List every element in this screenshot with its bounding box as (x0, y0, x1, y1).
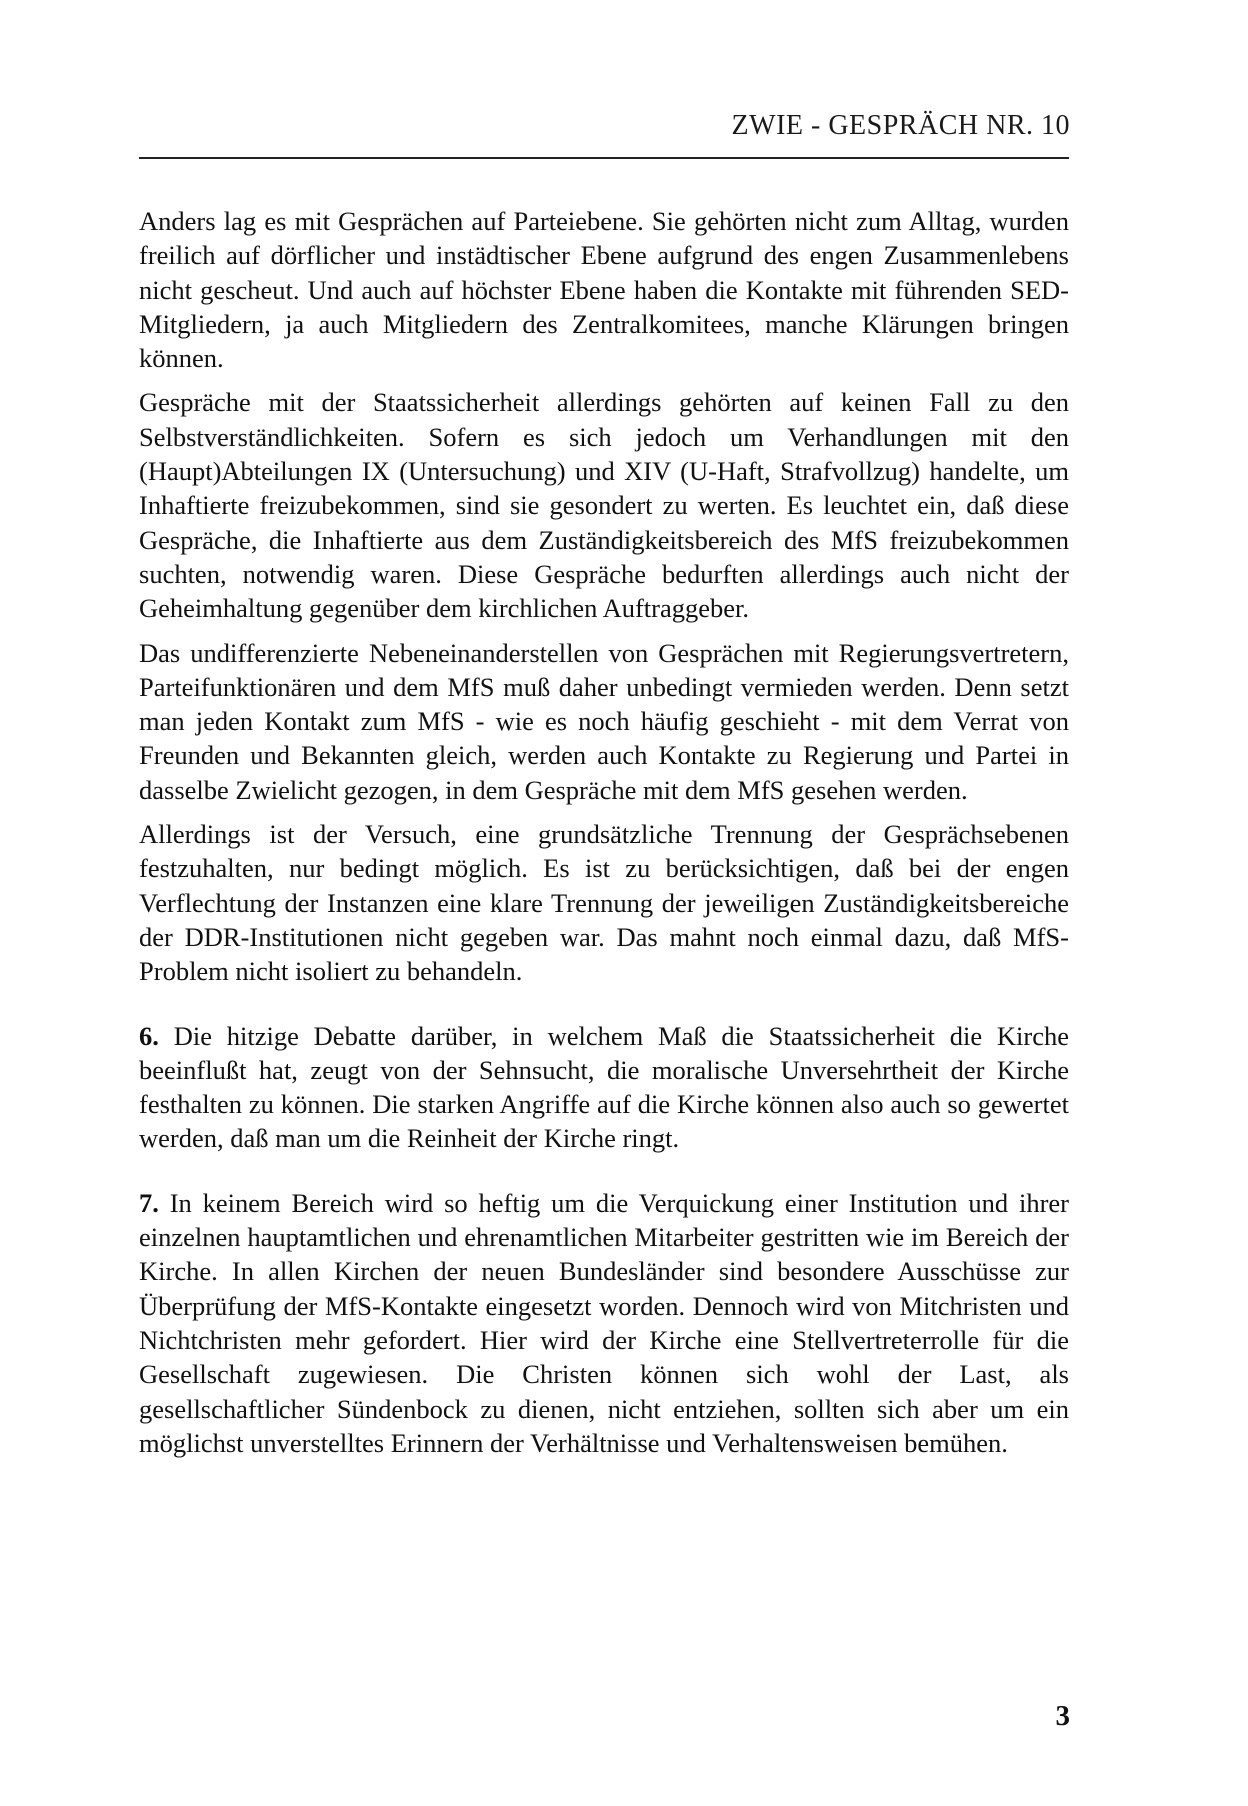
numbered-section-6 (139, 1019, 1069, 1156)
section-number: 6. (139, 1020, 159, 1051)
section-number: 7. (139, 1187, 159, 1218)
section-text: Die hitzige Debatte darüber, in welchem Maß die Staatssicherheit die Kirche beeinflußt hat, zeugt von der Sehnsucht, die moralische Unversehrtheit der Kirche festhalten zu können. Die starken Angriffe auf die Kirche können also auch so gewertet werden, daß man um die Reinheit der Kirche ringt. (139, 1020, 1069, 1154)
body-text (139, 204, 1069, 1470)
paragraph: Gespräche mit der Staatssicherheit allerdings gehörten auf keinen Fall zu den Selbstverständlichkeiten. Sofern es sich jedoch um Verhandlungen mit den (Haupt)Abteilungen IX (Untersuchung) und XIV (U-Haft, Strafvollzug) handelte, um Inhaftierte freizubekommen, sind sie gesondert zu werten. Es leuchtet ein, daß diese Gespräche, die Inhaftierte aus dem Zuständigkeitsbereich des MfS freizubekommen suchten, notwendig waren. Diese Gespräche bedurften allerdings auch nicht der Geheimhaltung gegenüber dem kirchlichen Auftraggeber. (139, 387, 1069, 624)
paragraph: Allerdings ist der Versuch, eine grundsätzliche Trennung der Gesprächsebenen festzuhalten, nur bedingt möglich. Es ist zu berücksichtigen, daß bei der engen Verflechtung der Instanzen eine klare Trennung der jeweiligen Zuständigkeitsbereiche der DDR-Institutionen nicht gegeben war. Das mahnt noch einmal dazu, daß MfS-Problem nicht isoliert zu behandeln. (139, 819, 1069, 987)
section-text: In keinem Bereich wird so heftig um die Verquickung einer Institution und ihrer einzelnen hauptamtlichen und ehrenamtlichen Mitarbeiter gestritten wie im Bereich der Kirche. In allen Kirchen der neuen Bundesländer sind besondere Ausschüsse zur Überprüfung der MfS-Kontakte eingesetzt worden. Dennoch wird von Mitchristen und Nichtchristen mehr gefordert. Hier wird der Kirche eine Stellvertreterrolle für die Gesellschaft zugewiesen. Die Christen können sich wohl der Last, als gesellschaftlicher Sündenbock zu dienen, nicht entziehen, sollten sich aber um ein möglichst unverstelltes Erinnern der Verhältnisse und Verhaltensweisen bemühen. (139, 1187, 1070, 1458)
page-number: 3 (1055, 1700, 1070, 1732)
header-rule (139, 157, 1069, 159)
running-header: ZWIE - GESPRÄCH NR. 10 (731, 110, 1070, 141)
numbered-section-7 (139, 1186, 1069, 1460)
paragraph: Das undifferenzierte Nebeneinanderstellen von Gesprächen mit Regierungsvertretern, Parteifunktionären und dem MfS muß daher unbedingt vermieden werden. Denn setzt man jeden Kontakt zum MfS - wie es noch häufig geschieht - mit dem Verrat von Freunden und Bekannten gleich, werden auch Kontakte zu Regierung und Partei in dasselbe Zwielicht gezogen, in dem Gespräche mit dem MfS gesehen werden. (139, 637, 1069, 805)
paragraph: Anders lag es mit Gesprächen auf Parteiebene. Sie gehörten nicht zum Alltag, wurden freilich auf dörflicher und instädtischer Ebene aufgrund des engen Zusammenlebens nicht gescheut. Und auch auf höchster Ebene haben die Kontakte mit führenden SED-Mitgliedern, ja auch Mitgliedern des Zentralkomitees, manche Klärungen bringen können. (139, 206, 1069, 374)
